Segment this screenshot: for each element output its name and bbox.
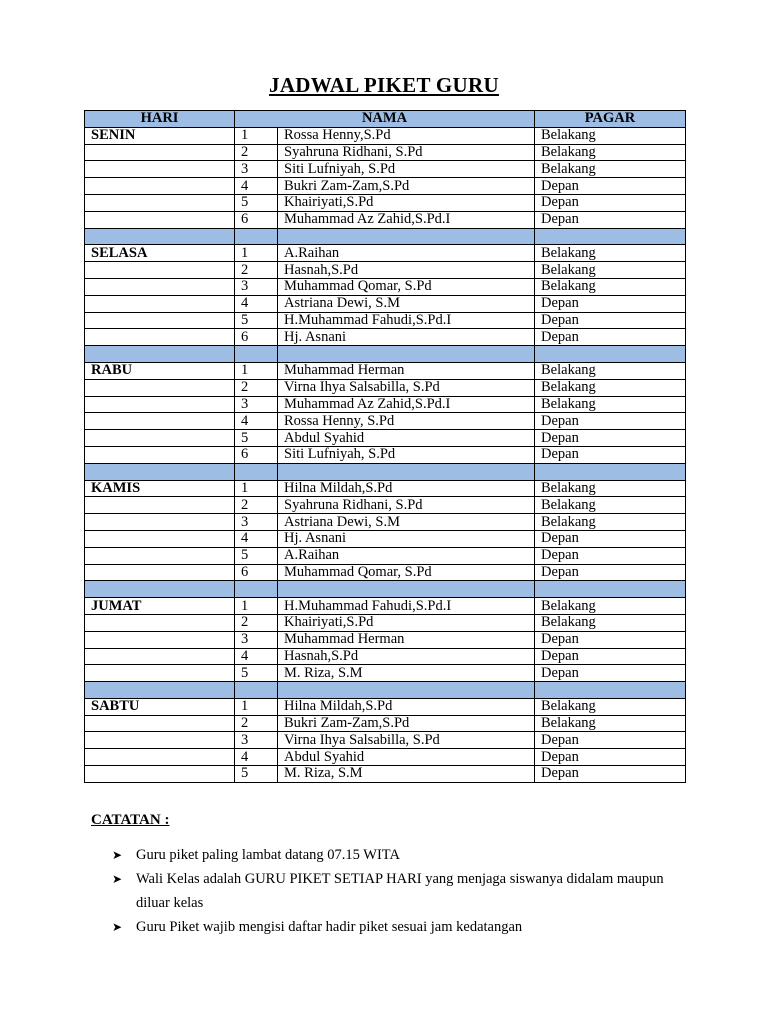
- day-cell: [85, 396, 235, 413]
- header-hari: HARI: [85, 111, 235, 128]
- number-cell: 4: [235, 178, 278, 195]
- table-row: [85, 245, 686, 262]
- note-item: [91, 843, 691, 867]
- separator-cell: [85, 228, 235, 245]
- table-row: [85, 312, 686, 329]
- gate-cell: Depan: [535, 178, 686, 195]
- name-cell: Syahruna Ridhani, S.Pd: [278, 144, 535, 161]
- number-cell: 1: [235, 598, 278, 615]
- table-row: [85, 514, 686, 531]
- gate-cell: Depan: [535, 732, 686, 749]
- table-row: [85, 631, 686, 648]
- number-cell: 6: [235, 446, 278, 463]
- number-cell: 4: [235, 648, 278, 665]
- table-row: [85, 480, 686, 497]
- name-cell: Bukri Zam-Zam,S.Pd: [278, 715, 535, 732]
- name-cell: Muhammad Az Zahid,S.Pd.I: [278, 396, 535, 413]
- gate-cell: Depan: [535, 446, 686, 463]
- name-cell: H.Muhammad Fahudi,S.Pd.I: [278, 598, 535, 615]
- separator-cell: [278, 463, 535, 480]
- name-cell: Abdul Syahid: [278, 749, 535, 766]
- gate-cell: Depan: [535, 430, 686, 447]
- table-row: [85, 497, 686, 514]
- table-row: [85, 749, 686, 766]
- gate-cell: Depan: [535, 194, 686, 211]
- gate-cell: Belakang: [535, 614, 686, 631]
- day-cell: [85, 430, 235, 447]
- page-title: JADWAL PIKET GURU: [269, 73, 499, 97]
- separator-cell: [278, 682, 535, 699]
- table-row: [85, 379, 686, 396]
- header-pagar: PAGAR: [535, 111, 686, 128]
- gate-cell: Belakang: [535, 514, 686, 531]
- number-cell: 4: [235, 530, 278, 547]
- number-cell: 1: [235, 127, 278, 144]
- name-cell: H.Muhammad Fahudi,S.Pd.I: [278, 312, 535, 329]
- name-cell: A.Raihan: [278, 245, 535, 262]
- separator-cell: [235, 228, 278, 245]
- name-cell: Siti Lufniyah, S.Pd: [278, 446, 535, 463]
- table-row: [85, 614, 686, 631]
- table-row: [85, 413, 686, 430]
- separator-cell: [85, 463, 235, 480]
- separator-cell: [235, 682, 278, 699]
- gate-cell: Belakang: [535, 262, 686, 279]
- number-cell: 2: [235, 379, 278, 396]
- number-cell: 2: [235, 144, 278, 161]
- day-cell: [85, 614, 235, 631]
- gate-cell: Depan: [535, 564, 686, 581]
- separator-cell: [278, 346, 535, 363]
- name-cell: Muhammad Qomar, S.Pd: [278, 278, 535, 295]
- table-row: [85, 396, 686, 413]
- day-cell: [85, 446, 235, 463]
- separator-cell: [235, 581, 278, 598]
- table-row: [85, 766, 686, 783]
- day-cell: SABTU: [85, 698, 235, 715]
- table-row: [85, 732, 686, 749]
- name-cell: Virna Ihya Salsabilla, S.Pd: [278, 732, 535, 749]
- table-row: [85, 547, 686, 564]
- day-cell: [85, 161, 235, 178]
- number-cell: 6: [235, 564, 278, 581]
- gate-cell: Depan: [535, 530, 686, 547]
- number-cell: 2: [235, 262, 278, 279]
- day-cell: [85, 178, 235, 195]
- number-cell: 1: [235, 245, 278, 262]
- number-cell: 2: [235, 614, 278, 631]
- note-text: Guru Piket wajib mengisi daftar hadir piket sesuai jam kedatangan: [136, 919, 523, 935]
- day-cell: [85, 715, 235, 732]
- name-cell: Muhammad Herman: [278, 631, 535, 648]
- separator-row: [85, 682, 686, 699]
- separator-cell: [235, 463, 278, 480]
- number-cell: 3: [235, 278, 278, 295]
- table-row: [85, 329, 686, 346]
- note-item: [91, 915, 691, 939]
- name-cell: Hilna Mildah,S.Pd: [278, 480, 535, 497]
- day-cell: [85, 732, 235, 749]
- separator-cell: [278, 581, 535, 598]
- table-row: [85, 278, 686, 295]
- separator-row: [85, 581, 686, 598]
- number-cell: 5: [235, 194, 278, 211]
- day-cell: [85, 648, 235, 665]
- number-cell: 3: [235, 732, 278, 749]
- number-cell: 4: [235, 295, 278, 312]
- table-row: [85, 430, 686, 447]
- day-cell: [85, 766, 235, 783]
- separator-row: [85, 463, 686, 480]
- number-cell: 6: [235, 329, 278, 346]
- table-row: [85, 295, 686, 312]
- day-cell: [85, 547, 235, 564]
- day-cell: [85, 262, 235, 279]
- gate-cell: Depan: [535, 312, 686, 329]
- separator-cell: [235, 346, 278, 363]
- arrow-right-icon: ➤: [112, 848, 123, 862]
- table-row: [85, 715, 686, 732]
- table-row: [85, 648, 686, 665]
- notes-title: CATATAN :: [91, 812, 170, 828]
- name-cell: Hasnah,S.Pd: [278, 262, 535, 279]
- table-row: [85, 564, 686, 581]
- notes-section: [91, 812, 691, 939]
- name-cell: Muhammad Herman: [278, 362, 535, 379]
- note-item: [91, 867, 691, 915]
- separator-cell: [85, 682, 235, 699]
- gate-cell: Belakang: [535, 698, 686, 715]
- name-cell: Rossa Henny, S.Pd: [278, 413, 535, 430]
- number-cell: 4: [235, 413, 278, 430]
- number-cell: 2: [235, 715, 278, 732]
- gate-cell: Belakang: [535, 144, 686, 161]
- separator-cell: [85, 581, 235, 598]
- table-header-row: [85, 111, 686, 128]
- gate-cell: Depan: [535, 413, 686, 430]
- table-row: [85, 446, 686, 463]
- table-row: [85, 530, 686, 547]
- name-cell: Muhammad Qomar, S.Pd: [278, 564, 535, 581]
- gate-cell: Depan: [535, 631, 686, 648]
- separator-cell: [535, 228, 686, 245]
- name-cell: Abdul Syahid: [278, 430, 535, 447]
- name-cell: Hilna Mildah,S.Pd: [278, 698, 535, 715]
- header-nama: NAMA: [235, 111, 535, 128]
- number-cell: 5: [235, 312, 278, 329]
- day-cell: SELASA: [85, 245, 235, 262]
- name-cell: Hj. Asnani: [278, 530, 535, 547]
- table-row: [85, 362, 686, 379]
- separator-cell: [535, 346, 686, 363]
- note-text: Wali Kelas adalah GURU PIKET SETIAP HARI yang menjaga siswanya didalam maupun diluar kelas: [136, 871, 664, 911]
- gate-cell: Belakang: [535, 598, 686, 615]
- day-cell: [85, 211, 235, 228]
- number-cell: 4: [235, 749, 278, 766]
- table-row: [85, 127, 686, 144]
- separator-row: [85, 228, 686, 245]
- day-cell: [85, 329, 235, 346]
- gate-cell: Depan: [535, 665, 686, 682]
- number-cell: 3: [235, 631, 278, 648]
- schedule-table: [84, 110, 686, 783]
- day-cell: [85, 312, 235, 329]
- name-cell: Hasnah,S.Pd: [278, 648, 535, 665]
- day-cell: JUMAT: [85, 598, 235, 615]
- day-cell: [85, 564, 235, 581]
- gate-cell: Belakang: [535, 362, 686, 379]
- name-cell: Khairiyati,S.Pd: [278, 194, 535, 211]
- day-cell: [85, 379, 235, 396]
- note-text: Guru piket paling lambat datang 07.15 WITA: [136, 847, 400, 863]
- day-cell: [85, 278, 235, 295]
- table-row: [85, 262, 686, 279]
- gate-cell: Depan: [535, 766, 686, 783]
- table-row: [85, 698, 686, 715]
- name-cell: Syahruna Ridhani, S.Pd: [278, 497, 535, 514]
- gate-cell: Depan: [535, 329, 686, 346]
- table-row: [85, 178, 686, 195]
- day-cell: [85, 530, 235, 547]
- arrow-right-icon: ➤: [112, 872, 123, 886]
- gate-cell: Depan: [535, 211, 686, 228]
- number-cell: 5: [235, 547, 278, 564]
- day-cell: [85, 144, 235, 161]
- number-cell: 6: [235, 211, 278, 228]
- name-cell: Muhammad Az Zahid,S.Pd.I: [278, 211, 535, 228]
- gate-cell: Depan: [535, 749, 686, 766]
- name-cell: Hj. Asnani: [278, 329, 535, 346]
- separator-cell: [85, 346, 235, 363]
- gate-cell: Belakang: [535, 127, 686, 144]
- table-row: [85, 194, 686, 211]
- table-row: [85, 598, 686, 615]
- name-cell: Virna Ihya Salsabilla, S.Pd: [278, 379, 535, 396]
- table-row: [85, 144, 686, 161]
- gate-cell: Depan: [535, 547, 686, 564]
- gate-cell: Belakang: [535, 396, 686, 413]
- schedule-body: [85, 127, 686, 782]
- day-cell: [85, 497, 235, 514]
- gate-cell: Depan: [535, 295, 686, 312]
- separator-cell: [278, 228, 535, 245]
- gate-cell: Belakang: [535, 480, 686, 497]
- gate-cell: Belakang: [535, 497, 686, 514]
- day-cell: SENIN: [85, 127, 235, 144]
- number-cell: 1: [235, 698, 278, 715]
- table-row: [85, 161, 686, 178]
- name-cell: Bukri Zam-Zam,S.Pd: [278, 178, 535, 195]
- table-row: [85, 665, 686, 682]
- gate-cell: Belakang: [535, 379, 686, 396]
- day-cell: RABU: [85, 362, 235, 379]
- number-cell: 3: [235, 161, 278, 178]
- name-cell: Astriana Dewi, S.M: [278, 514, 535, 531]
- gate-cell: Belakang: [535, 278, 686, 295]
- day-cell: [85, 514, 235, 531]
- number-cell: 2: [235, 497, 278, 514]
- day-cell: [85, 295, 235, 312]
- arrow-right-icon: ➤: [112, 920, 123, 934]
- number-cell: 5: [235, 665, 278, 682]
- separator-cell: [535, 682, 686, 699]
- number-cell: 5: [235, 430, 278, 447]
- number-cell: 3: [235, 514, 278, 531]
- name-cell: A.Raihan: [278, 547, 535, 564]
- number-cell: 5: [235, 766, 278, 783]
- day-cell: KAMIS: [85, 480, 235, 497]
- number-cell: 1: [235, 480, 278, 497]
- separator-cell: [535, 581, 686, 598]
- name-cell: Rossa Henny,S.Pd: [278, 127, 535, 144]
- gate-cell: Belakang: [535, 245, 686, 262]
- gate-cell: Belakang: [535, 715, 686, 732]
- day-cell: [85, 665, 235, 682]
- name-cell: Khairiyati,S.Pd: [278, 614, 535, 631]
- gate-cell: Belakang: [535, 161, 686, 178]
- table-row: [85, 211, 686, 228]
- number-cell: 1: [235, 362, 278, 379]
- separator-cell: [535, 463, 686, 480]
- day-cell: [85, 631, 235, 648]
- number-cell: 3: [235, 396, 278, 413]
- separator-row: [85, 346, 686, 363]
- day-cell: [85, 194, 235, 211]
- day-cell: [85, 749, 235, 766]
- name-cell: M. Riza, S.M: [278, 665, 535, 682]
- name-cell: M. Riza, S.M: [278, 766, 535, 783]
- day-cell: [85, 413, 235, 430]
- name-cell: Siti Lufniyah, S.Pd: [278, 161, 535, 178]
- name-cell: Astriana Dewi, S.M: [278, 295, 535, 312]
- gate-cell: Depan: [535, 648, 686, 665]
